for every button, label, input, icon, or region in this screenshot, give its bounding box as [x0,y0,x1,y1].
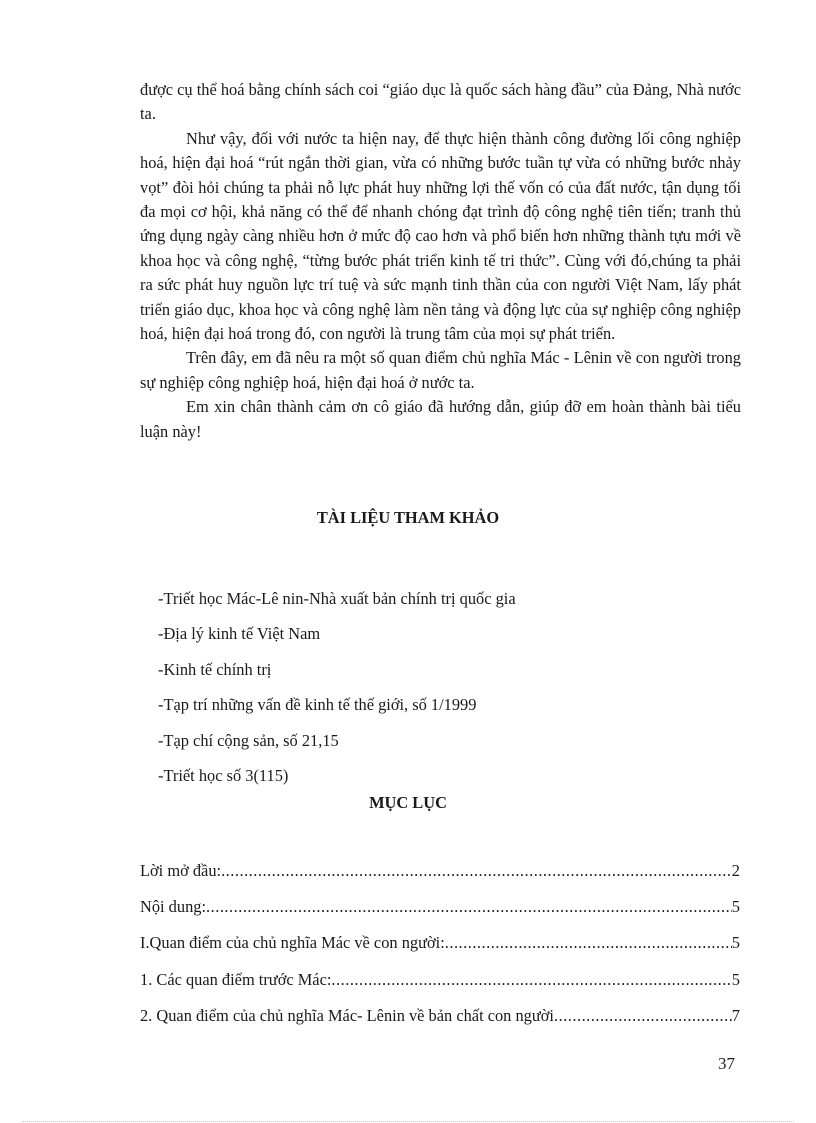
paragraph: được cụ thể hoá bằng chính sách coi “giáo dục là quốc sách hàng đầu” của Đảng, Nhà nước ta. [140,80,741,124]
reference-item: -Triết học Mác-Lê nin-Nhà xuất bản chính trị quốc gia [158,589,516,608]
paragraph: Như vậy, đối với nước ta hiện nay, để thực hiện thành công đường lối công nghiệp hoá, hiện đại hoá “rút ngắn thời gian, vừa có những bước tuần tự vừa có những bước nhảy vọt” đòi hỏi chúng ta phải nỗ lực phát huy những lợi thế vốn có của đất nước, tận dụng tối đa mọi cơ hội, khả năng có thể để nhanh chóng đạt trình độ công nghệ tiên tiến; tranh thủ ứng dụng ngày càng nhiều hơn ở mức độ cao hơn và phổ biến hơn những thành tựu mới về khoa học và công nghệ, “từng bước phát triển kinh tế tri thức”. Cùng với đó,chúng ta phải ra sức phát huy nguồn lực trí tuệ và sức mạnh tinh thần của con người Việt Nam, lấy phát triển giáo dục, khoa học và công nghệ làm nền tảng và động lực của sự nghiệp công nghiệp hoá, hiện đại hoá trong đó, con người là trung tâm của mọi sự phát triển. [140,128,741,344]
paragraph: Em xin chân thành cảm ơn cô giáo đã hướng dẫn, giúp đỡ em hoàn thành bài tiểu luận này! [140,397,741,441]
page-number: 37 [718,1054,735,1073]
toc-entry-page: 7 [731,1005,740,1025]
body-text [140,78,741,444]
toc-entry [140,1004,740,1040]
toc-leader-dots [554,1004,732,1028]
toc-entry-label: 1. Các quan điểm trước Mác: [140,969,332,989]
toc-entry-page: 5 [731,933,740,953]
toc-entry-page: 5 [731,897,740,917]
toc-entry-label: I.Quan điểm của chủ nghĩa Mác về con người: [140,933,445,953]
reference-item: -Tạp chí cộng sản, số 21,15 [158,730,339,750]
toc-leader-dots [206,895,732,919]
toc-leader-dots [331,968,731,992]
table-of-contents [140,859,740,1040]
toc-entry-label: 2. Quan điểm của chủ nghĩa Mác- Lênin về bản chất con người [140,1005,554,1025]
toc-entry [140,968,740,1004]
toc-leader-dots [445,931,732,955]
toc-title: MỤC LỤC [369,793,447,812]
toc-leader-dots [221,859,732,883]
reference-item: -Địa lý kinh tế Việt Nam [158,624,321,644]
toc-entry-page: 2 [731,861,740,880]
toc-entry-label: Nội dung: [140,897,207,917]
references-list [158,587,718,799]
reference-item: -Tạp trí những vấn đề kinh tế thế giới, số 1/1999 [158,695,477,715]
paragraph: Trên đây, em đã nêu ra một số quan điểm chủ nghĩa Mác - Lênin về con người trong sự nghiệp công nghiệp hoá, hiện đại hoá ở nước ta. [140,348,741,392]
reference-item: -Kinh tế chính trị [158,659,272,679]
reference-item: -Triết học số 3(115) [158,765,289,785]
toc-entry [140,931,740,967]
page-bottom-divider [22,1121,794,1122]
toc-entry [140,859,740,895]
toc-entry-label: Lời mở đầu: [140,861,222,880]
references-title: TÀI LIỆU THAM KHẢO [316,508,500,527]
toc-entry-page: 5 [731,969,740,989]
toc-entry [140,895,740,931]
